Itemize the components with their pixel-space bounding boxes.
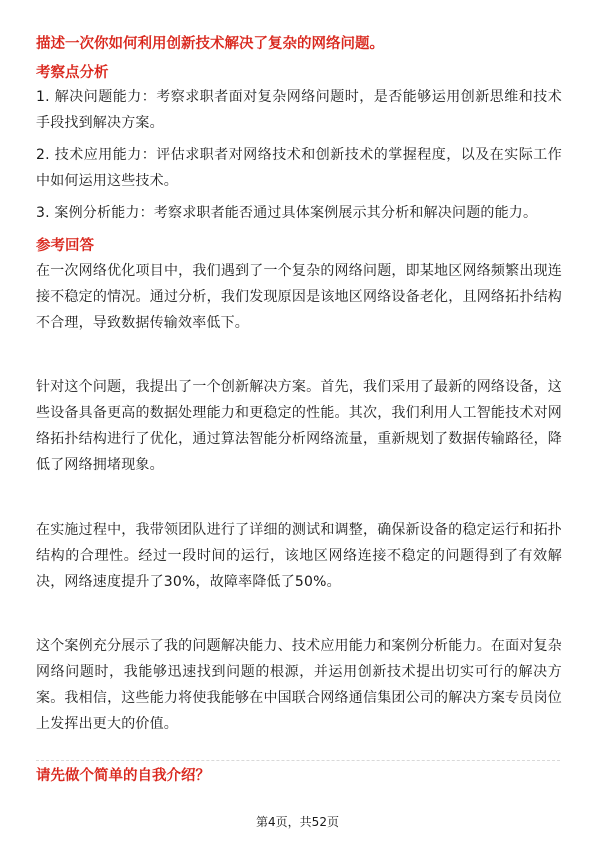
page-footer: 第4页，共52页: [256, 815, 339, 829]
analysis-heading: 考察点分析: [36, 65, 109, 81]
answer-paragraph-2: 针对这个问题，我提出了一个创新解决方案。首先，我们采用了最新的网络设备，这些设备具备更高的数据处理能力和更稳定的性能。其次，我们利用人工智能技术对网络拓扑结构进行了优化，通过算法智能分析网络流量，重新规划了数据传输路径，降低了网络拥堵现象。: [36, 379, 562, 473]
answer-paragraph-4: 这个案例充分展示了我的问题解决能力、技术应用能力和案例分析能力。在面对复杂网络问题时，我能够迅速找到问题的根源，并运用创新技术提出切实可行的解决方案。我相信，这些能力将使我能够在中国联合网络通信集团公司的解决方案专员岗位上发挥出更大的价值。: [36, 638, 562, 732]
section-divider: [36, 760, 560, 761]
analysis-point-3: 3. 案例分析能力：考察求职者能否通过具体案例展示其分析和解决问题的能力。: [36, 205, 538, 221]
answer-paragraph-1: 在一次网络优化项目中，我们遇到了一个复杂的网络问题，即某地区网络频繁出现连接不稳定的情况。通过分析，我们发现原因是该地区网络设备老化，且网络拓扑结构不合理，导致数据传输效率低下。: [36, 263, 562, 331]
question-title: 描述一次你如何利用创新技术解决了复杂的网络问题。: [36, 36, 384, 52]
analysis-point-1: 1. 解决问题能力：考察求职者面对复杂网络问题时，是否能够运用创新思维和技术手段找到解决方案。: [36, 89, 562, 131]
answer-heading: 参考回答: [36, 238, 94, 254]
answer-paragraph-3: 在实施过程中，我带领团队进行了详细的测试和调整，确保新设备的稳定运行和拓扑结构的合理性。经过一段时间的运行，该地区网络连接不稳定的问题得到了有效解决，网络速度提升了30%，故障率降低了50%。: [36, 522, 562, 590]
next-question-title: 请先做个简单的自我介绍？: [36, 768, 210, 784]
analysis-point-2: 2. 技术应用能力：评估求职者对网络技术和创新技术的掌握程度，以及在实际工作中如何运用这些技术。: [36, 147, 562, 189]
